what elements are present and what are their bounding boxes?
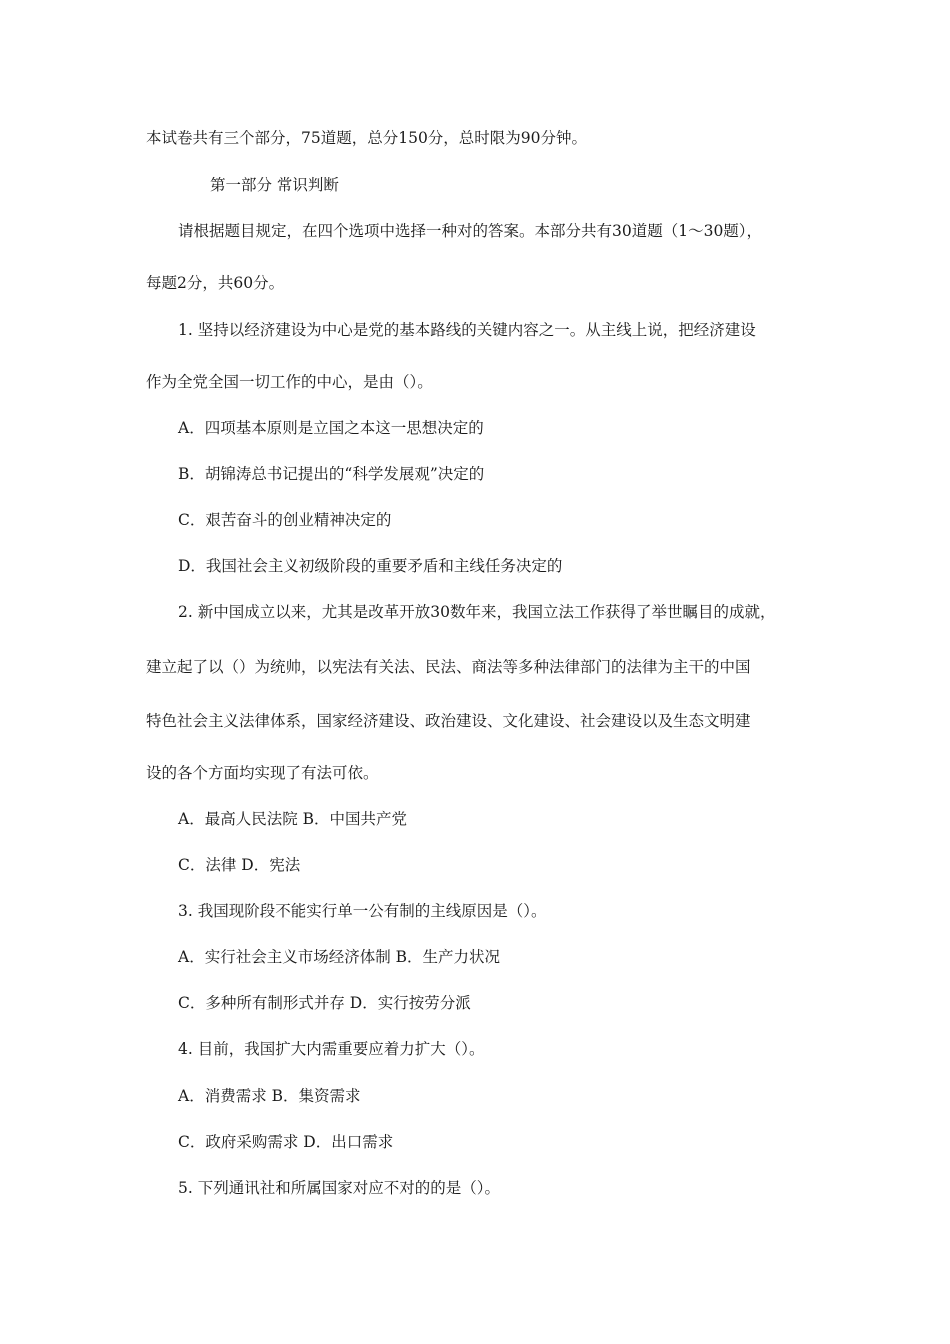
- question-1-option-a: A．四项基本原则是立国之本这一思想决定的: [178, 419, 484, 437]
- question-4-line-1: 4. 目前，我国扩大内需重要应着力扩大（）。: [178, 1040, 485, 1058]
- question-1-line-2: 作为全党全国一切工作的中心，是由（）。: [146, 373, 433, 391]
- question-2-line-1: 2. 新中国成立以来，尤其是改革开放30数年来，我国立法工作获得了举世瞩目的成就，: [178, 603, 776, 621]
- section-title: 第一部分 常识判断: [210, 176, 339, 194]
- question-2-line-2: 建立起了以（）为统帅，以宪法有关法、民法、商法等多种法律部门的法律为主干的中国: [146, 658, 751, 676]
- question-4-option-cd: C．政府采购需求 D．出口需求: [178, 1133, 394, 1151]
- question-2-line-3: 特色社会主义法律体系，国家经济建设、政治建设、文化建设、社会建设以及生态文明建: [146, 712, 751, 730]
- question-3-option-ab: A．实行社会主义市场经济体制 B．生产力状况: [178, 948, 501, 966]
- question-2-line-4: 设的各个方面均实现了有法可依。: [146, 764, 379, 782]
- question-1-line-1: 1. 坚持以经济建设为中心是党的基本路线的关键内容之一。从主线上说，把经济建设: [178, 321, 756, 339]
- question-1-option-c: C．艰苦奋斗的创业精神决定的: [178, 511, 392, 529]
- question-2-option-ab: A．最高人民法院 B．中国共产党: [178, 810, 408, 828]
- instructions-line-2: 每题2分，共60分。: [146, 274, 285, 292]
- instructions-line-1: 请根据题目规定，在四个选项中选择一种对的答案。本部分共有30道题（1～30题），: [178, 222, 763, 240]
- question-5-line-1: 5. 下列通讯社和所属国家对应不对的的是（）。: [178, 1179, 500, 1197]
- question-4-option-ab: A．消费需求 B．集资需求: [178, 1087, 361, 1105]
- question-1-option-b: B．胡锦涛总书记提出的“科学发展观”决定的: [178, 465, 485, 483]
- intro-text: 本试卷共有三个部分，75道题，总分150分，总时限为90分钟。: [146, 129, 588, 147]
- question-1-option-d: D．我国社会主义初级阶段的重要矛盾和主线任务决定的: [178, 557, 563, 575]
- question-3-line-1: 3. 我国现阶段不能实行单一公有制的主线原因是（）。: [178, 902, 547, 920]
- question-2-option-cd: C．法律 D．宪法: [178, 856, 301, 874]
- question-3-option-cd: C．多种所有制形式并存 D．实行按劳分派: [178, 994, 471, 1012]
